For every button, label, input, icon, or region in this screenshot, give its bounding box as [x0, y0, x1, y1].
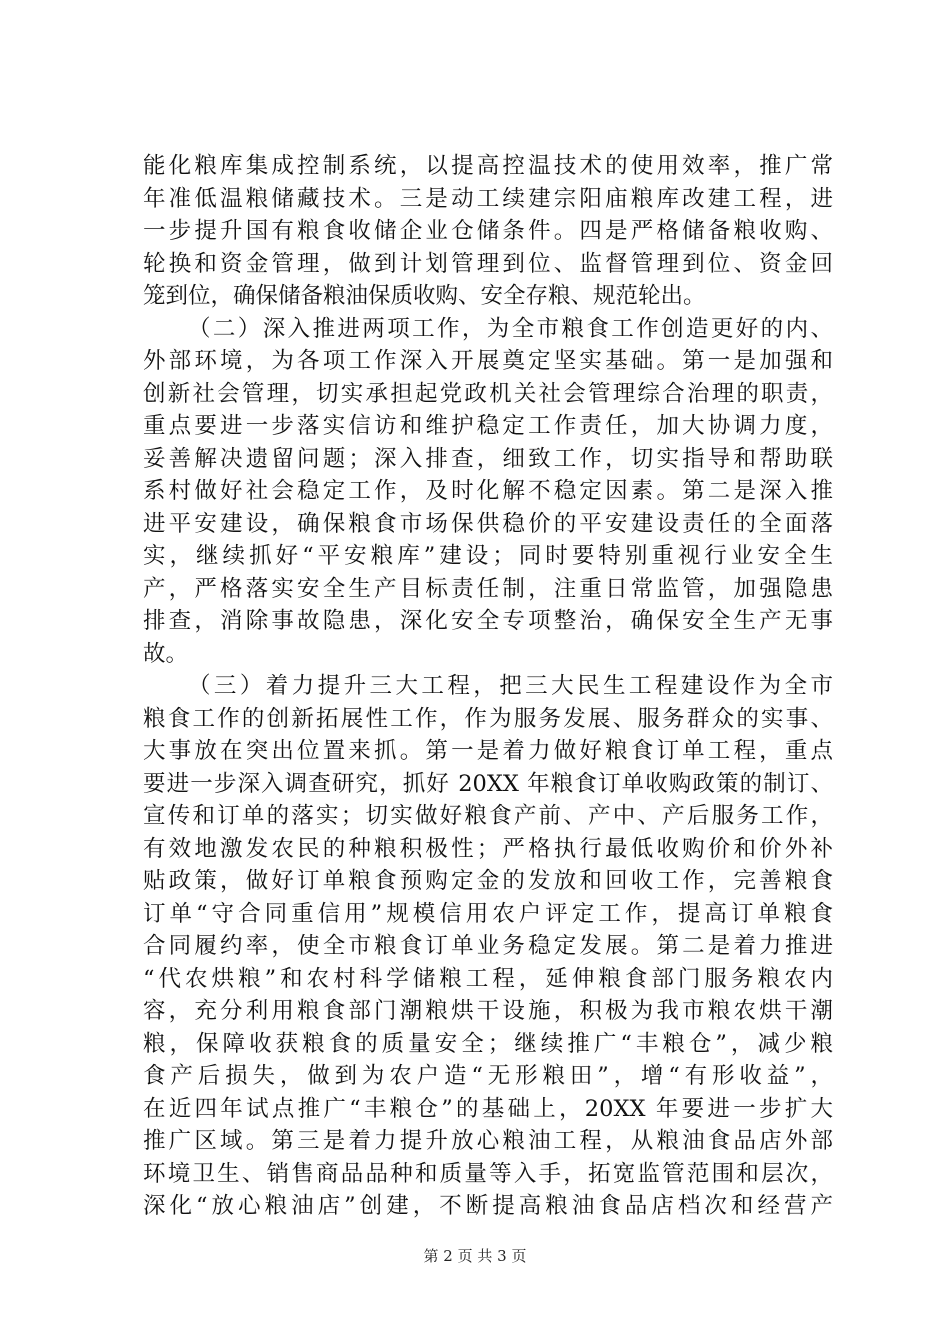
paragraph-2-line: 外部环境，为各项工作深入开展奠定坚实基础。第一是加强和 — [143, 348, 833, 374]
paragraph-3-line: 大事放在突出位置来抓。第一是着力做好粮食订单工程，重点 — [143, 738, 833, 764]
paragraph-1-line: 能化粮库集成控制系统，以提高控温技术的使用效率，推广常 — [143, 153, 833, 179]
paragraph-3-line: （三）着力提升三大工程，把三大民生工程建设作为全市 — [188, 673, 833, 699]
paragraph-3-line: 容，充分利用粮食部门潮粮烘干设施，积极为我市粮农烘干潮 — [143, 998, 833, 1024]
paragraph-3-line: “代农烘粮”和农村科学储粮工程，延伸粮食部门服务粮农内 — [143, 965, 833, 992]
paragraph-2-line: 重点要进一步落实信访和维护稳定工作责任，加大协调力度， — [143, 413, 833, 439]
paragraph-3-line: 粮食工作的创新拓展性工作，作为服务发展、服务群众的实事、 — [143, 705, 833, 732]
paragraph-1-line: 轮换和资金管理，做到计划管理到位、监督管理到位、资金回 — [143, 250, 833, 277]
page-number-label: 第 2 页 共 3 页 — [423, 1247, 527, 1265]
paragraph-3-line: 粮，保障收获粮食的质量安全；继续推广“丰粮仓”，减少粮 — [143, 1030, 833, 1057]
paragraph-2-line: 排查，消除事故隐患，深化安全专项整治，确保安全生产无事 — [143, 608, 833, 634]
paragraph-3-line: 在近四年试点推广“丰粮仓”的基础上，20XX 年要进一步扩大 — [143, 1095, 833, 1122]
document-body — [143, 150, 833, 1223]
paragraph-2-line: 系村做好社会稳定工作，及时化解不稳定因素。第二是深入推 — [143, 478, 833, 504]
paragraph-1-line: 年准低温粮储藏技术。三是动工续建宗阳庙粮库改建工程，进 — [143, 185, 833, 212]
paragraph-2-line: （二）深入推进两项工作，为全市粮食工作创造更好的内、 — [188, 315, 833, 342]
paragraph-2-line: 创新社会管理，切实承担起党政机关社会管理综合治理的职责， — [143, 380, 833, 407]
paragraph-3-line: 食产后损失，做到为农户造“无形粮田”，增“有形收益”， — [143, 1063, 833, 1089]
paragraph-3-line: 订单“守合同重信用”规模信用农户评定工作，提高订单粮食 — [143, 900, 833, 927]
paragraph-2-line: 妥善解决遗留问题；深入排查，细致工作，切实指导和帮助联 — [143, 445, 833, 472]
paragraph-3-line: 要进一步深入调查研究，抓好 20XX 年粮食订单收购政策的制订、 — [143, 770, 833, 797]
paragraph-3-line: 宣传和订单的落实；切实做好粮食产前、产中、产后服务工作， — [143, 803, 833, 829]
paragraph-3-line: 有效地激发农民的种粮积极性；严格执行最低收购价和价外补 — [143, 835, 833, 862]
paragraph-1-line: 一步提升国有粮食收储企业仓储条件。四是严格储备粮收购、 — [143, 218, 833, 244]
paragraph-3-line: 环境卫生、销售商品品种和质量等入手，拓宽监管范围和层次， — [143, 1160, 833, 1187]
paragraph-3-line: 推广区域。第三是着力提升放心粮油工程，从粮油食品店外部 — [143, 1128, 833, 1154]
page-footer — [0, 1245, 950, 1266]
paragraph-2-line: 产，严格落实安全生产目标责任制，注重日常监管，加强隐患 — [143, 575, 833, 602]
paragraph-1-line: 笼到位，确保储备粮油保质收购、安全存粮、规范轮出。 — [143, 283, 706, 309]
paragraph-2-line: 实，继续抓好“平安粮库”建设；同时要特别重视行业安全生 — [143, 543, 833, 569]
paragraph-2-line: 故。 — [143, 640, 189, 667]
paragraph-3-line: 合同履约率，使全市粮食订单业务稳定发展。第二是着力推进 — [143, 933, 833, 959]
paragraph-3-line: 深化“放心粮油店”创建，不断提高粮油食品店档次和经营产 — [143, 1193, 833, 1219]
paragraph-3-line: 贴政策，做好订单粮食预购定金的发放和回收工作，完善粮食 — [143, 868, 833, 894]
paragraph-2-line: 进平安建设，确保粮食市场保供稳价的平安建设责任的全面落 — [143, 510, 833, 537]
